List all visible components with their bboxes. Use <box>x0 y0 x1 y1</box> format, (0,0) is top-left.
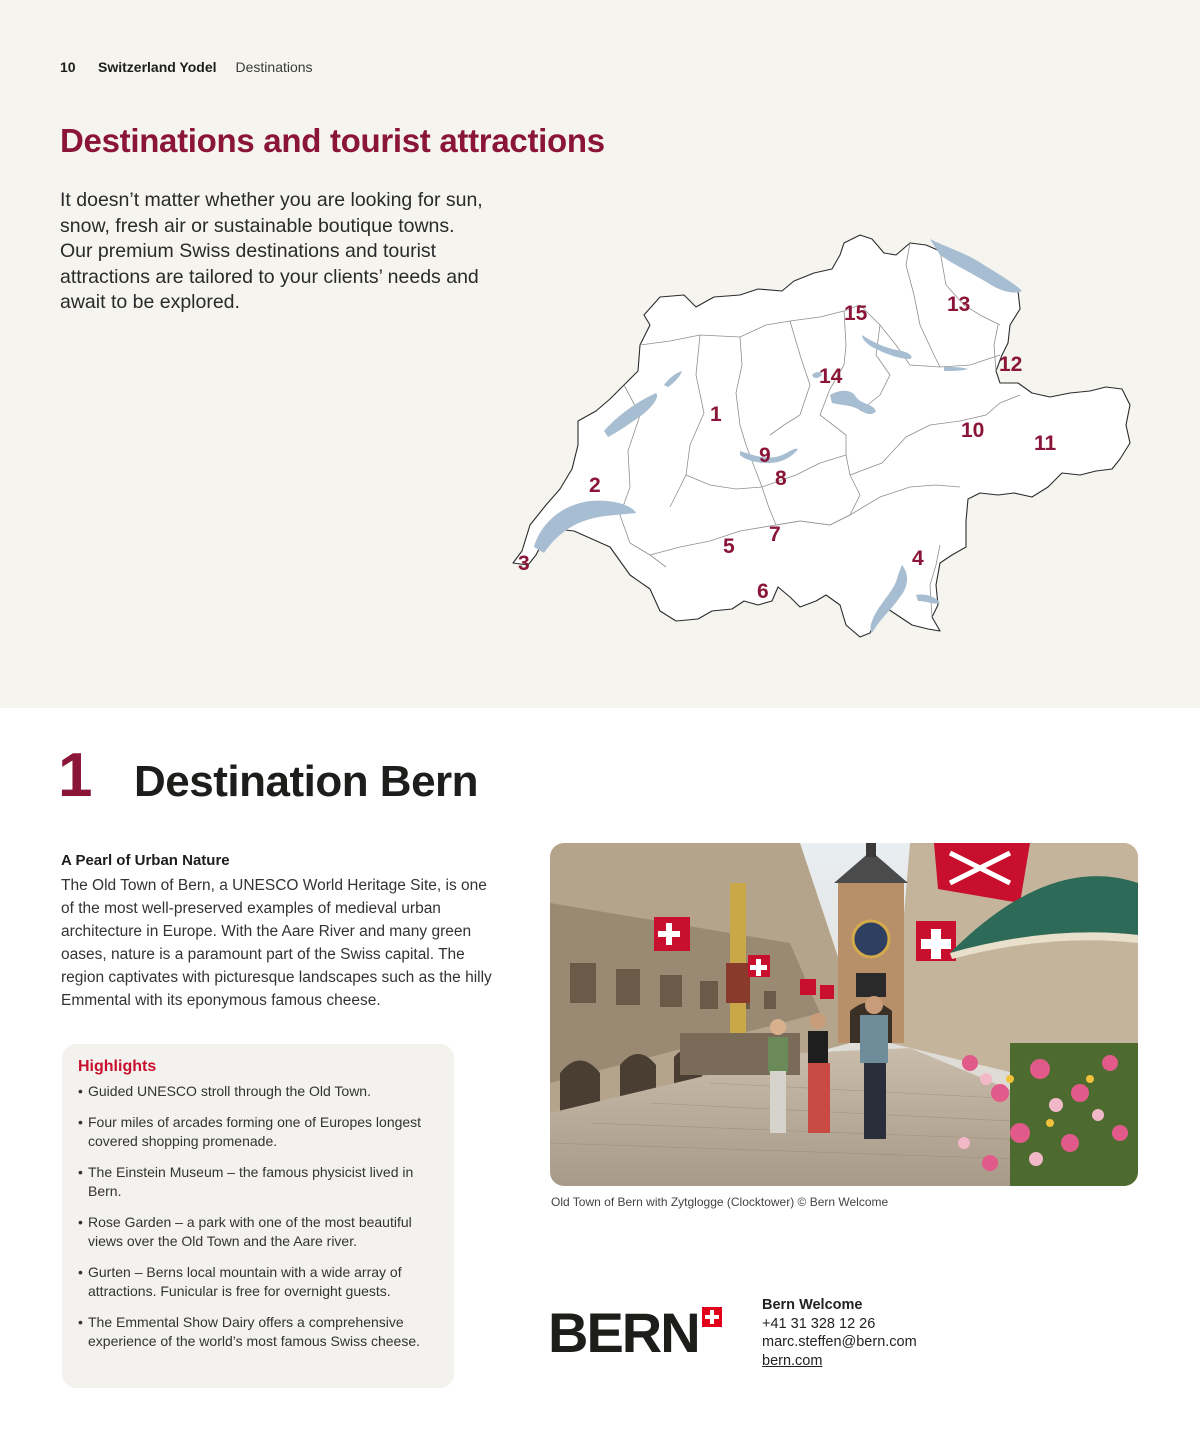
map-label-4: 4 <box>912 547 924 570</box>
map-label-10: 10 <box>961 419 985 442</box>
highlight-item: • The Emmental Show Dairy offers a comprehensive experience of the world’s most famous Swiss cheese. <box>78 1313 421 1349</box>
map-label-11: 11 <box>1034 432 1057 455</box>
map-label-2: 2 <box>589 474 601 497</box>
map-label-6: 6 <box>757 580 769 603</box>
highlights-heading: Highlights <box>78 1058 157 1075</box>
map-label-8: 8 <box>775 467 787 490</box>
publication-name: Switzerland Yodel <box>98 59 217 75</box>
map-label-7: 7 <box>769 523 781 546</box>
switzerland-map <box>500 225 1140 645</box>
section-name: Destinations <box>235 59 313 75</box>
contact-website-link[interactable]: bern.com <box>762 1352 823 1369</box>
page-title: Destinations and tourist attractions <box>60 122 605 159</box>
highlights-box <box>62 1044 454 1388</box>
destination-number: 1 <box>58 741 93 810</box>
page-number: 10 <box>60 59 76 75</box>
bern-old-town-photo <box>550 843 1138 1186</box>
bern-logo <box>548 1300 728 1362</box>
contact-phone: +41 31 328 12 26 <box>762 1315 876 1332</box>
map-label-1: 1 <box>710 403 722 426</box>
intro-paragraph: It doesn’t matter whether you are looking for sun, snow, fresh air or sustainable boutique towns. Our premium Swiss destinations and tourist attractions are tailored to your clients’ needs and await to be explored. <box>60 189 483 313</box>
contact-block <box>762 1296 917 1370</box>
photo-caption: Old Town of Bern with Zytglogge (Clocktower) © Bern Welcome <box>551 1195 889 1209</box>
page-header <box>60 59 313 75</box>
map-label-5: 5 <box>723 535 735 558</box>
highlight-item: • Rose Garden – a park with one of the most beautiful views over the Old Town and the Aare river. <box>78 1213 412 1249</box>
map-label-3: 3 <box>518 552 530 575</box>
destination-body: The Old Town of Bern, a UNESCO World Heritage Site, is one of the most well-preserved examples of medieval urban architecture in Europe. With the Aare River and many green oases, nature is a paramount part of the Swiss capital. The region captivates with picturesque landscapes such as the hilly Emmental with its eponymous famous cheese. <box>61 877 492 1009</box>
destination-title: Destination Bern <box>134 757 479 806</box>
destination-subtitle: A Pearl of Urban Nature <box>61 852 230 869</box>
map-label-15: 15 <box>844 302 868 325</box>
highlight-item: • Gurten – Berns local mountain with a wide array of attractions. Funicular is free for overnight guests. <box>78 1263 402 1299</box>
contact-organization: Bern Welcome <box>762 1297 863 1313</box>
map-label-14: 14 <box>819 365 843 388</box>
map-label-9: 9 <box>759 444 771 467</box>
highlight-item: • Four miles of arcades forming one of Europes longest covered shopping promenade. <box>78 1113 422 1149</box>
map-label-12: 12 <box>999 353 1023 376</box>
logo-wordmark: BERN <box>548 1301 699 1362</box>
contact-email[interactable]: marc.steffen@bern.com <box>762 1334 917 1350</box>
highlight-item: • The Einstein Museum – the famous physicist lived in Bern. <box>78 1163 414 1199</box>
highlights-list <box>78 1082 438 1352</box>
highlight-item: • Guided UNESCO stroll through the Old Town. <box>78 1083 371 1099</box>
map-label-13: 13 <box>947 293 971 316</box>
